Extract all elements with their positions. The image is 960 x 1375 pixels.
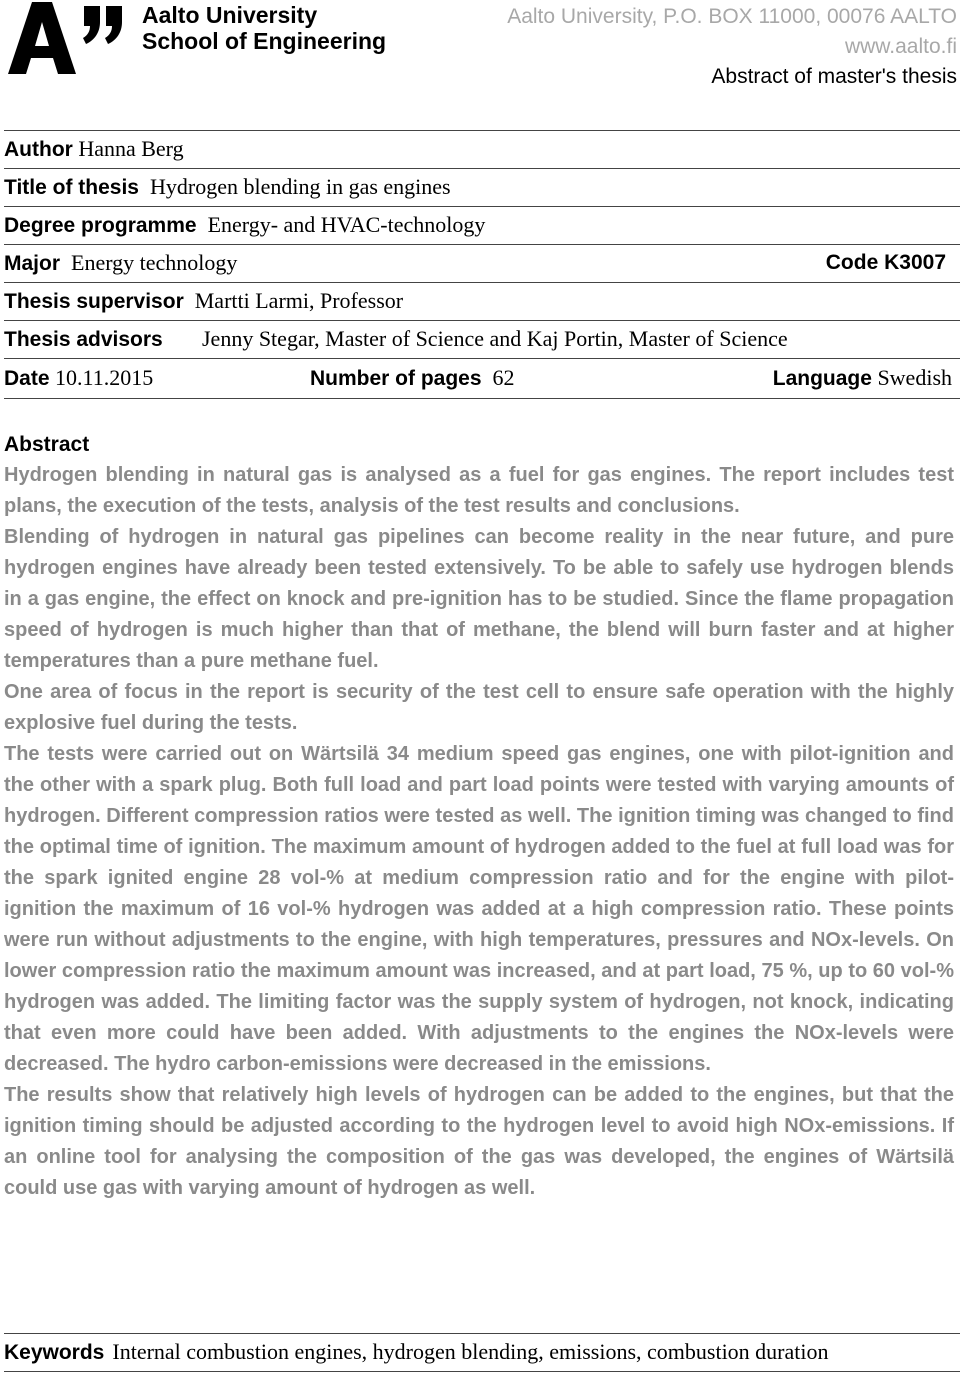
- divider: [4, 398, 960, 399]
- divider: [4, 1333, 960, 1334]
- keywords-label: Keywords: [4, 1341, 105, 1364]
- supervisor-row: [4, 284, 956, 318]
- language-label: Language: [772, 367, 872, 390]
- logo-line-university: Aalto University: [142, 2, 318, 28]
- date-field: [4, 361, 153, 396]
- degree-label: Degree programme: [4, 214, 197, 237]
- advisors-label: Thesis advisors: [4, 328, 163, 351]
- document-type: Abstract of master's thesis: [711, 65, 957, 88]
- degree-row: [4, 208, 956, 242]
- code-value: K3007: [884, 251, 946, 274]
- author-value: Hanna Berg: [78, 136, 184, 161]
- advisors-row: [4, 322, 956, 356]
- divider: [4, 358, 960, 359]
- title-label: Title of thesis: [4, 176, 139, 199]
- divider: [4, 130, 960, 131]
- divider: [4, 244, 960, 245]
- keywords-row: [4, 1335, 956, 1369]
- abstract-paragraph: Blending of hydrogen in natural gas pipelines can become reality in the near future, and pure hydrogen engines have already been tested extensively. To be able to safely use hydrogen blends in a gas engine, the effect on knock and pre-ignition has to be studied. Since the flame propagation speed of hydrogen is much higher than that of methane, the blend will burn faster and at higher temperatures than a pure methane fuel.: [4, 526, 954, 672]
- major-label: Major: [4, 252, 61, 275]
- postal-address: Aalto University, P.O. BOX 11000, 00076 AALTO: [507, 5, 957, 28]
- supervisor-value: Martti Larmi, Professor: [194, 288, 404, 313]
- supervisor-label: Thesis supervisor: [4, 290, 184, 313]
- divider: [4, 206, 960, 207]
- author-label: Author: [4, 138, 73, 161]
- abstract-paragraph: Hydrogen blending in natural gas is analysed as a fuel for gas engines. The report includes test plans, the execution of the tests, analysis of the test results and conclusions.: [4, 464, 954, 517]
- divider: [4, 320, 960, 321]
- title-row: [4, 170, 956, 204]
- abstract-paragraph: The results show that relatively high levels of hydrogen can be added to the engines, but that the ignition timing should be adjusted according to the hydrogen level to avoid high NOx-emissions. If an online tool for analysing the composition of the gas was developed, the engines of Wärtsilä could use gas with varying amount of hydrogen as well.: [4, 1084, 954, 1199]
- website-link[interactable]: www.aalto.fi: [844, 35, 957, 58]
- aalto-a-logo-icon: [8, 2, 126, 74]
- date-value: 10.11.2015: [55, 365, 154, 390]
- author-row: [4, 132, 956, 166]
- language-value: Swedish: [877, 365, 952, 390]
- divider: [4, 282, 960, 283]
- divider: [4, 168, 960, 169]
- title-value: Hydrogen blending in gas engines: [149, 174, 451, 199]
- date-label: Date: [4, 367, 50, 390]
- major-value: Energy technology: [71, 250, 238, 275]
- pages-field: [310, 361, 515, 396]
- divider: [4, 1371, 960, 1372]
- logo-wordmark: [142, 2, 386, 54]
- logo-line-school: School of Engineering: [142, 28, 387, 54]
- advisors-value: Jenny Stegar, Master of Science and Kaj Portin, Master of Science: [202, 326, 788, 351]
- abstract-body: [4, 460, 954, 1204]
- keywords-value: Internal combustion engines, hydrogen blending, emissions, combustion duration: [112, 1339, 829, 1364]
- header-address-block: [507, 2, 957, 92]
- degree-value: Energy- and HVAC-technology: [207, 212, 486, 237]
- pages-label: Number of pages: [310, 367, 482, 390]
- code-label: Code: [825, 251, 879, 274]
- aalto-logo: [8, 2, 428, 74]
- date-pages-language-row: [4, 361, 956, 395]
- abstract-heading: Abstract: [4, 433, 90, 456]
- language-field: [773, 361, 952, 396]
- code-field: [826, 246, 946, 280]
- pages-value: 62: [492, 365, 515, 390]
- abstract-paragraph: The tests were carried out on Wärtsilä 34 medium speed gas engines, one with pilot-ignition and the other with a spark plug. Both full load and part load points were tested with varying amounts of hydrogen. Different compression ratios were tested as well. The ignition timing was changed to find the optimal time of ignition. The maximum amount of hydrogen added to the fuel at full load was for the spark ignited engine 28 vol-% at medium compression ratio and for the engine with pilot-ignition the maximum of 16 vol-% hydrogen was added at a high compression ratio. These points were run without adjustments to the engine, with high temperatures, pressures and NOx-levels. On lower compression ratio the maximum amount was increased, and at part load, 75 %, up to 60 vol-% hydrogen was added. The limiting factor was the supply system of hydrogen, not knock, indicating that even more could have been added. With adjustments to the engines the NOx-levels were decreased. The hydro carbon-emissions were decreased in the emissions.: [4, 743, 954, 1075]
- major-row: [4, 246, 956, 280]
- abstract-paragraph: One area of focus in the report is security of the test cell to ensure safe operation with the highly explosive fuel during the tests.: [4, 681, 954, 734]
